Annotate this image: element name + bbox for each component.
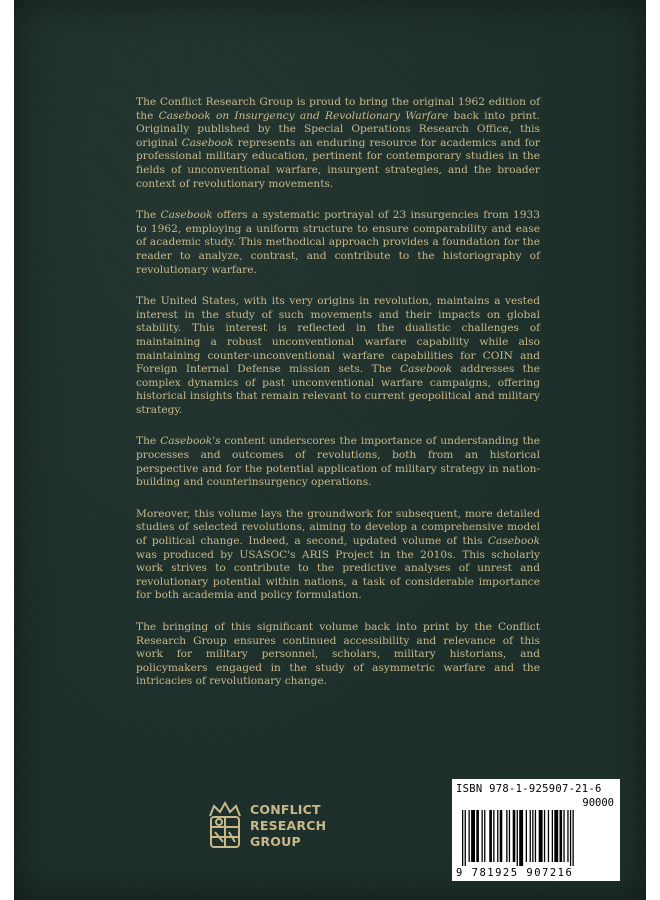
barcode-bar	[482, 810, 483, 862]
publisher-logo	[204, 800, 364, 860]
barcode-bar	[493, 810, 494, 862]
logo-wordmark	[250, 802, 326, 850]
italic-title: Casebook's	[160, 435, 221, 448]
barcode-bar	[563, 810, 564, 862]
isbn-label: ISBN 978-1-925907-21-6	[456, 783, 602, 795]
barcode-bar	[573, 810, 574, 866]
barcode-bar	[548, 810, 549, 862]
logo-line-1: CONFLICT	[250, 802, 321, 817]
barcode-bar	[513, 810, 516, 862]
italic-title: Casebook on Insurgency and Revolutionary Warfare	[158, 109, 449, 122]
logo-line-3: GROUP	[250, 834, 301, 849]
armored-soldier-emblem-icon	[204, 800, 246, 852]
barcode-bar	[552, 810, 553, 862]
barcode-bar	[497, 810, 498, 862]
barcode-bar	[526, 810, 527, 862]
isbn-barcode	[452, 779, 620, 881]
barcode-bar	[509, 810, 510, 862]
barcode-bar	[560, 810, 563, 862]
italic-title: Casebook	[487, 535, 540, 548]
barcode-bar	[469, 810, 470, 862]
italic-title: Casebook	[400, 363, 453, 376]
barcode-bar	[532, 810, 533, 862]
barcode-bar	[517, 810, 518, 866]
barcode-bar	[476, 810, 479, 862]
blurb-paragraph-3: The United States, with its very origins in revolution, maintains a vested interest in the study of such movements and their impacts on global stability. This interest is reflected in the dualistic challenges of maintaining a robust unconventional warfare capability while also maintaining counter-unconventional warfare capabilities for COIN and Foreign Internal Defense mission sets. The Casebook addresses the complex dynamics of past unconventional warfare campaigns, offering historical insights that remain relevant to current geopolitical and military strategy.	[136, 295, 540, 416]
blurb-text	[136, 96, 540, 707]
barcode-bar	[554, 810, 558, 862]
barcode-bar	[530, 810, 531, 862]
barcode-bar	[465, 810, 466, 866]
blurb-paragraph-6: The bringing of this significant volume back into print by the Conflict Research Group ensures continued accessibility and relevance of this work for military personnel, scholars, military historians, and policymakers engaged in the study of asymmetric warfare and the intricacies of revolutionary change.	[136, 621, 540, 688]
italic-title: Casebook	[181, 136, 234, 149]
blurb-paragraph-2: The Casebook offers a systematic portrayal of 23 insurgencies from 1933 to 1962, employing a uniform structure to ensure comparability and ease of academic study. This methodical approach provides a foundation for the reader to analyze, contrast, and contribute to the historiography of revolutionary warfare.	[136, 209, 540, 276]
barcode-digits: 9 781925 907216	[456, 867, 574, 879]
barcode-bar	[535, 810, 536, 862]
barcode-bar	[484, 810, 485, 862]
blurb-paragraph-5: Moreover, this volume lays the groundwork for subsequent, more detailed studies of selected revolutions, aiming to develop a comprehensive model of political change. Indeed, a second, updated volume of this Casebook was produced by USASOC's ARIS Project in the 2010s. This scholarly work strives to contribute to the predictive analyses of unrest and revolutionary potential within nations, a task of considerable importance for both academia and policy formulation.	[136, 507, 540, 602]
barcode-bar	[500, 810, 503, 862]
price-code: 90000	[582, 797, 614, 809]
italic-title: Casebook	[160, 209, 213, 222]
barcode-bar	[519, 810, 523, 866]
blurb-paragraph-1: The Conflict Research Group is proud to bring the original 1962 edition of the Casebook on Insurgency and Revolutionary Warfare back into print. Originally published by the Special Operations Research Office, this original Casebook represents an enduring resource for academics and for professional military education, pertinent for contemporary studies in the fields of unconventional warfare, insurgent strategies, and the broader context of revolutionary movements.	[136, 96, 540, 190]
barcode-bar	[471, 810, 475, 862]
barcode-bar	[462, 810, 463, 866]
back-cover	[14, 0, 646, 900]
logo-line-2: RESEARCH	[250, 818, 327, 833]
barcode-bar	[567, 810, 568, 862]
barcode-bar	[570, 810, 571, 866]
barcode-bar	[539, 810, 543, 862]
barcode-bar	[544, 810, 545, 862]
barcode-bars	[462, 810, 612, 866]
blurb-paragraph-4: The Casebook's content underscores the importance of understanding the processes and outcomes of revolutions, both from an historical perspective and for the potential application of military strategy in nation-building and counterinsurgency operations.	[136, 435, 540, 489]
barcode-bar	[506, 810, 507, 862]
barcode-bar	[489, 810, 492, 862]
